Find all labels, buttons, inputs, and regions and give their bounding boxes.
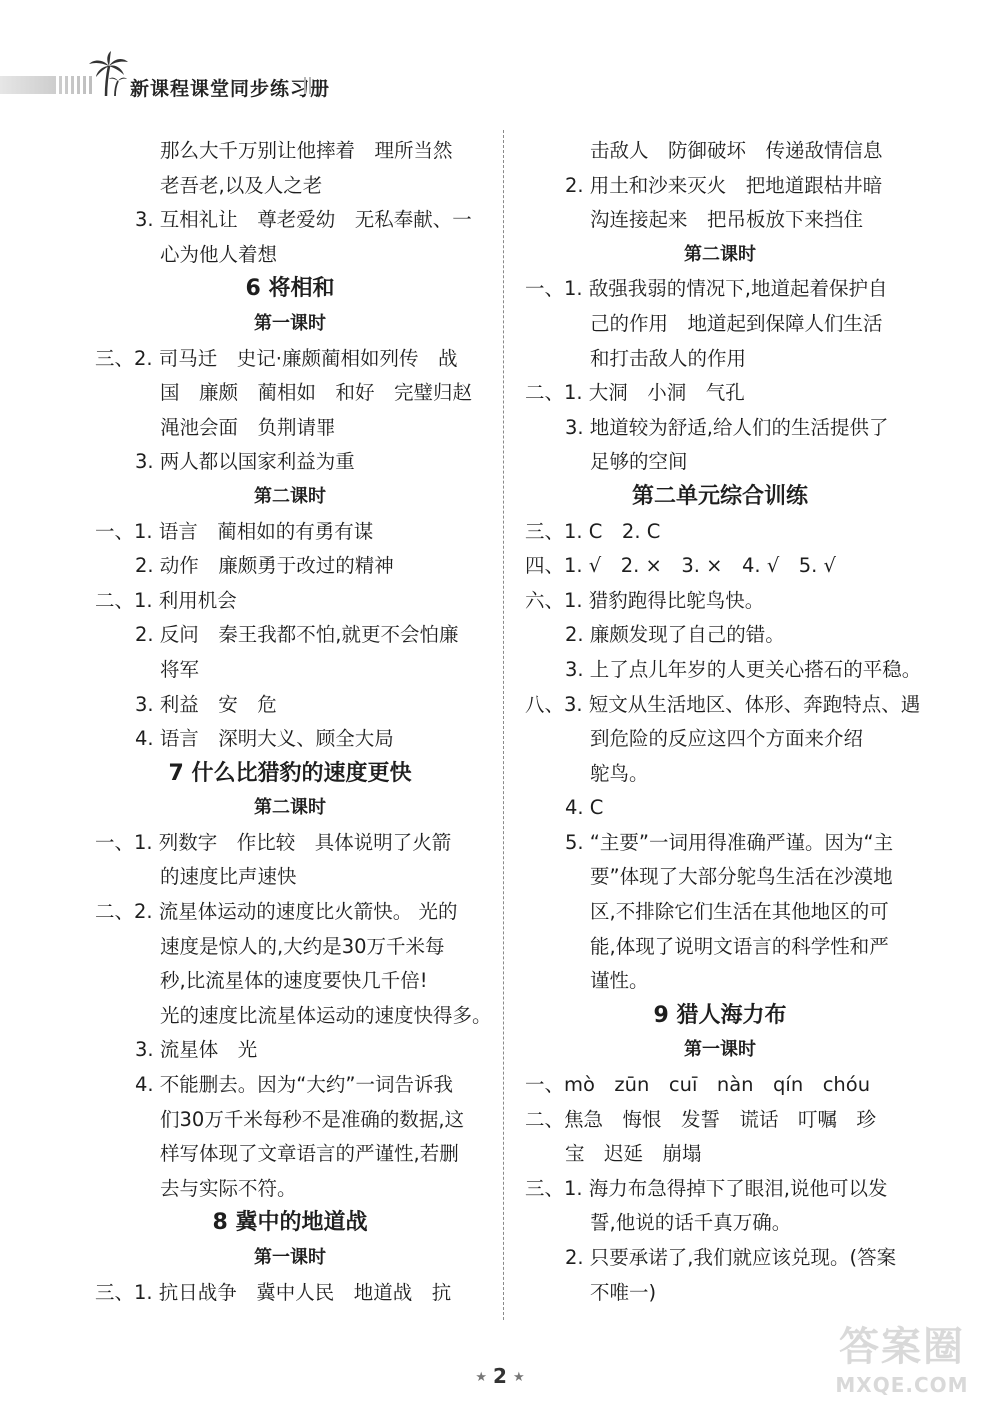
answer-line: 一、1. 敌强我弱的情况下,地道起着保护自 [525,277,888,301]
answer-line: 2. 只要承诺了,我们就应该兑现。(答案 [565,1246,897,1269]
answer-line: 的速度比声速快 [160,865,297,889]
answer-line: 速度是惊人的,大约是30万千米每 [160,934,445,958]
answer-line: 谨性。 [590,969,649,993]
answer-line: 六、1. 猎豹跑得比鸵鸟快。 [525,588,765,612]
answer-line: 三、1. 抗日战争 冀中人民 地道战 抗 [95,1280,452,1304]
answer-line: 到危险的反应这四个方面来介绍 [590,727,864,751]
page-header [0,50,330,100]
answer-line: 二、2. 流星体运动的速度比火箭快。 光的 [95,900,458,924]
answer-line: 3. 两人都以国家利益为重 [135,450,355,474]
header-tail-marks [304,77,311,94]
answer-line: 去与实际不符。 [160,1176,297,1200]
lesson-heading: 第一课时 [684,1039,756,1061]
answer-line: 秒,比流星体的速度要快几千倍! [160,969,428,993]
answer-line: 5. “主要”一词用得准确严谨。因为“主 [565,830,894,854]
answer-line: 一、1. 语言 蔺相如的有勇有谋 [95,519,374,543]
answer-line: 四、1. √ 2. × 3. × 4. √ 5. √ [525,554,836,578]
answer-line: 八、3. 短文从生活地区、体形、奔跑特点、遇 [525,692,921,716]
answer-line: 2. 用土和沙来灭火 把地道跟枯井暗 [565,173,883,197]
answer-line: 2. 反问 秦王我都不怕,就更不会怕廉 [135,623,459,647]
watermark [822,1322,982,1398]
answer-line: 国 廉颇 蔺相如 和好 完璧归赵 [160,381,473,405]
answer-line: 心为他人着想 [160,242,278,266]
star-icon: ★ [475,1370,488,1385]
lesson-heading: 第二课时 [254,485,326,507]
section-title: 8 冀中的地道战 [212,1210,368,1236]
answer-line: 3. 利益 安 危 [135,692,277,716]
column-divider [503,130,504,1320]
palm-tree-icon [84,50,132,98]
answer-line: 3. 上了点儿年岁的人更关心搭石的平稳。 [565,657,922,681]
section-title: 9 猎人海力布 [653,1002,787,1028]
answer-line: 2. 动作 廉颇勇于改过的精神 [135,554,394,578]
answer-line: 沟连接起来 把吊板放下来挡住 [590,208,864,232]
answer-line: 3. 地道较为舒适,给人们的生活提供了 [565,415,889,439]
answer-line: 3. 流星体 光 [135,1038,258,1062]
page-number: 2 [493,1364,507,1388]
lesson-heading: 第一课时 [254,1247,326,1268]
answer-line: 三、1. C 2. C [525,519,661,543]
answer-line: 4. 语言 深明大义、顾全大局 [135,727,394,751]
lesson-heading: 第二课时 [254,797,326,819]
answer-line: 4. C [565,796,604,820]
answer-line: 那么大千万别让他摔着 理所当然 [160,139,453,162]
answer-line: 二、1. 大洞 小洞 气孔 [525,381,745,405]
answer-line: 和打击敌人的作用 [590,346,747,370]
section-title: 7 什么比猎豹的速度更快 [168,760,412,786]
watermark-url: MXQE.COM [835,1373,969,1397]
answer-line: 3. 互相礼让 尊老爱幼 无私奉献、一 [135,208,472,232]
lesson-heading: 第二课时 [684,243,756,265]
answer-line: 样写体现了文章语言的严谨性,若删 [160,1142,459,1166]
section-title: 第二单元综合训练 [631,483,808,509]
answer-line: 宝 迟延 崩塌 [565,1142,702,1166]
answer-line: 己的作用 地道起到保障人们生活 [590,311,883,335]
answer-line: 能,体现了说明文语言的科学性和严 [590,934,889,958]
answer-line: 2. 廉颇发现了自己的错。 [565,623,785,647]
answer-line: 要”体现了大部分鸵鸟生活在沙漠地 [590,865,893,889]
header-title: 新课程课堂同步练习册 [130,78,331,100]
star-icon: ★ [512,1370,525,1385]
answer-line: 将军 [160,657,200,681]
answer-line: 光的速度比流星体运动的速度快得多。 [160,1003,492,1027]
answer-line: 二、1. 利用机会 [95,588,237,612]
answer-line: 足够的空间 [590,450,688,474]
answer-line: 二、焦急 悔恨 发誓 谎话 叮嘱 珍 [525,1107,877,1131]
lesson-heading: 第一课时 [254,312,326,334]
answer-line: 鸵鸟。 [590,761,649,785]
answer-line: 击敌人 防御破坏 传递敌情信息 [590,139,883,162]
answer-line: 老吾老,以及人之老 [160,173,323,197]
answer-line: 一、mò zūn cuī nàn qín chóu [525,1073,871,1097]
answer-line: 4. 不能删去。因为“大约”一词告诉我 [135,1073,454,1097]
answer-line: 一、1. 列数字 作比较 具体说明了火箭 [95,830,452,854]
left-column [95,134,492,1310]
answer-line: 三、1. 海力布急得掉下了眼泪,说他可以发 [525,1176,888,1200]
section-title: 6 将相和 [245,276,335,302]
answer-line: 区,不排除它们生活在其他地区的可 [590,900,889,924]
right-column [525,134,922,1310]
answer-line: 誓,他说的话千真万确。 [590,1211,792,1235]
answer-line: 三、2. 司马迁 史记·廉颇蔺相如列传 战 [95,346,458,370]
answer-line: 不唯一) [590,1280,657,1304]
watermark-logo: 答案圈 [839,1324,965,1370]
answer-line: 们30万千米每秒不是准确的数据,这 [160,1107,465,1131]
answer-line: 渑池会面 负荆请罪 [160,415,336,439]
